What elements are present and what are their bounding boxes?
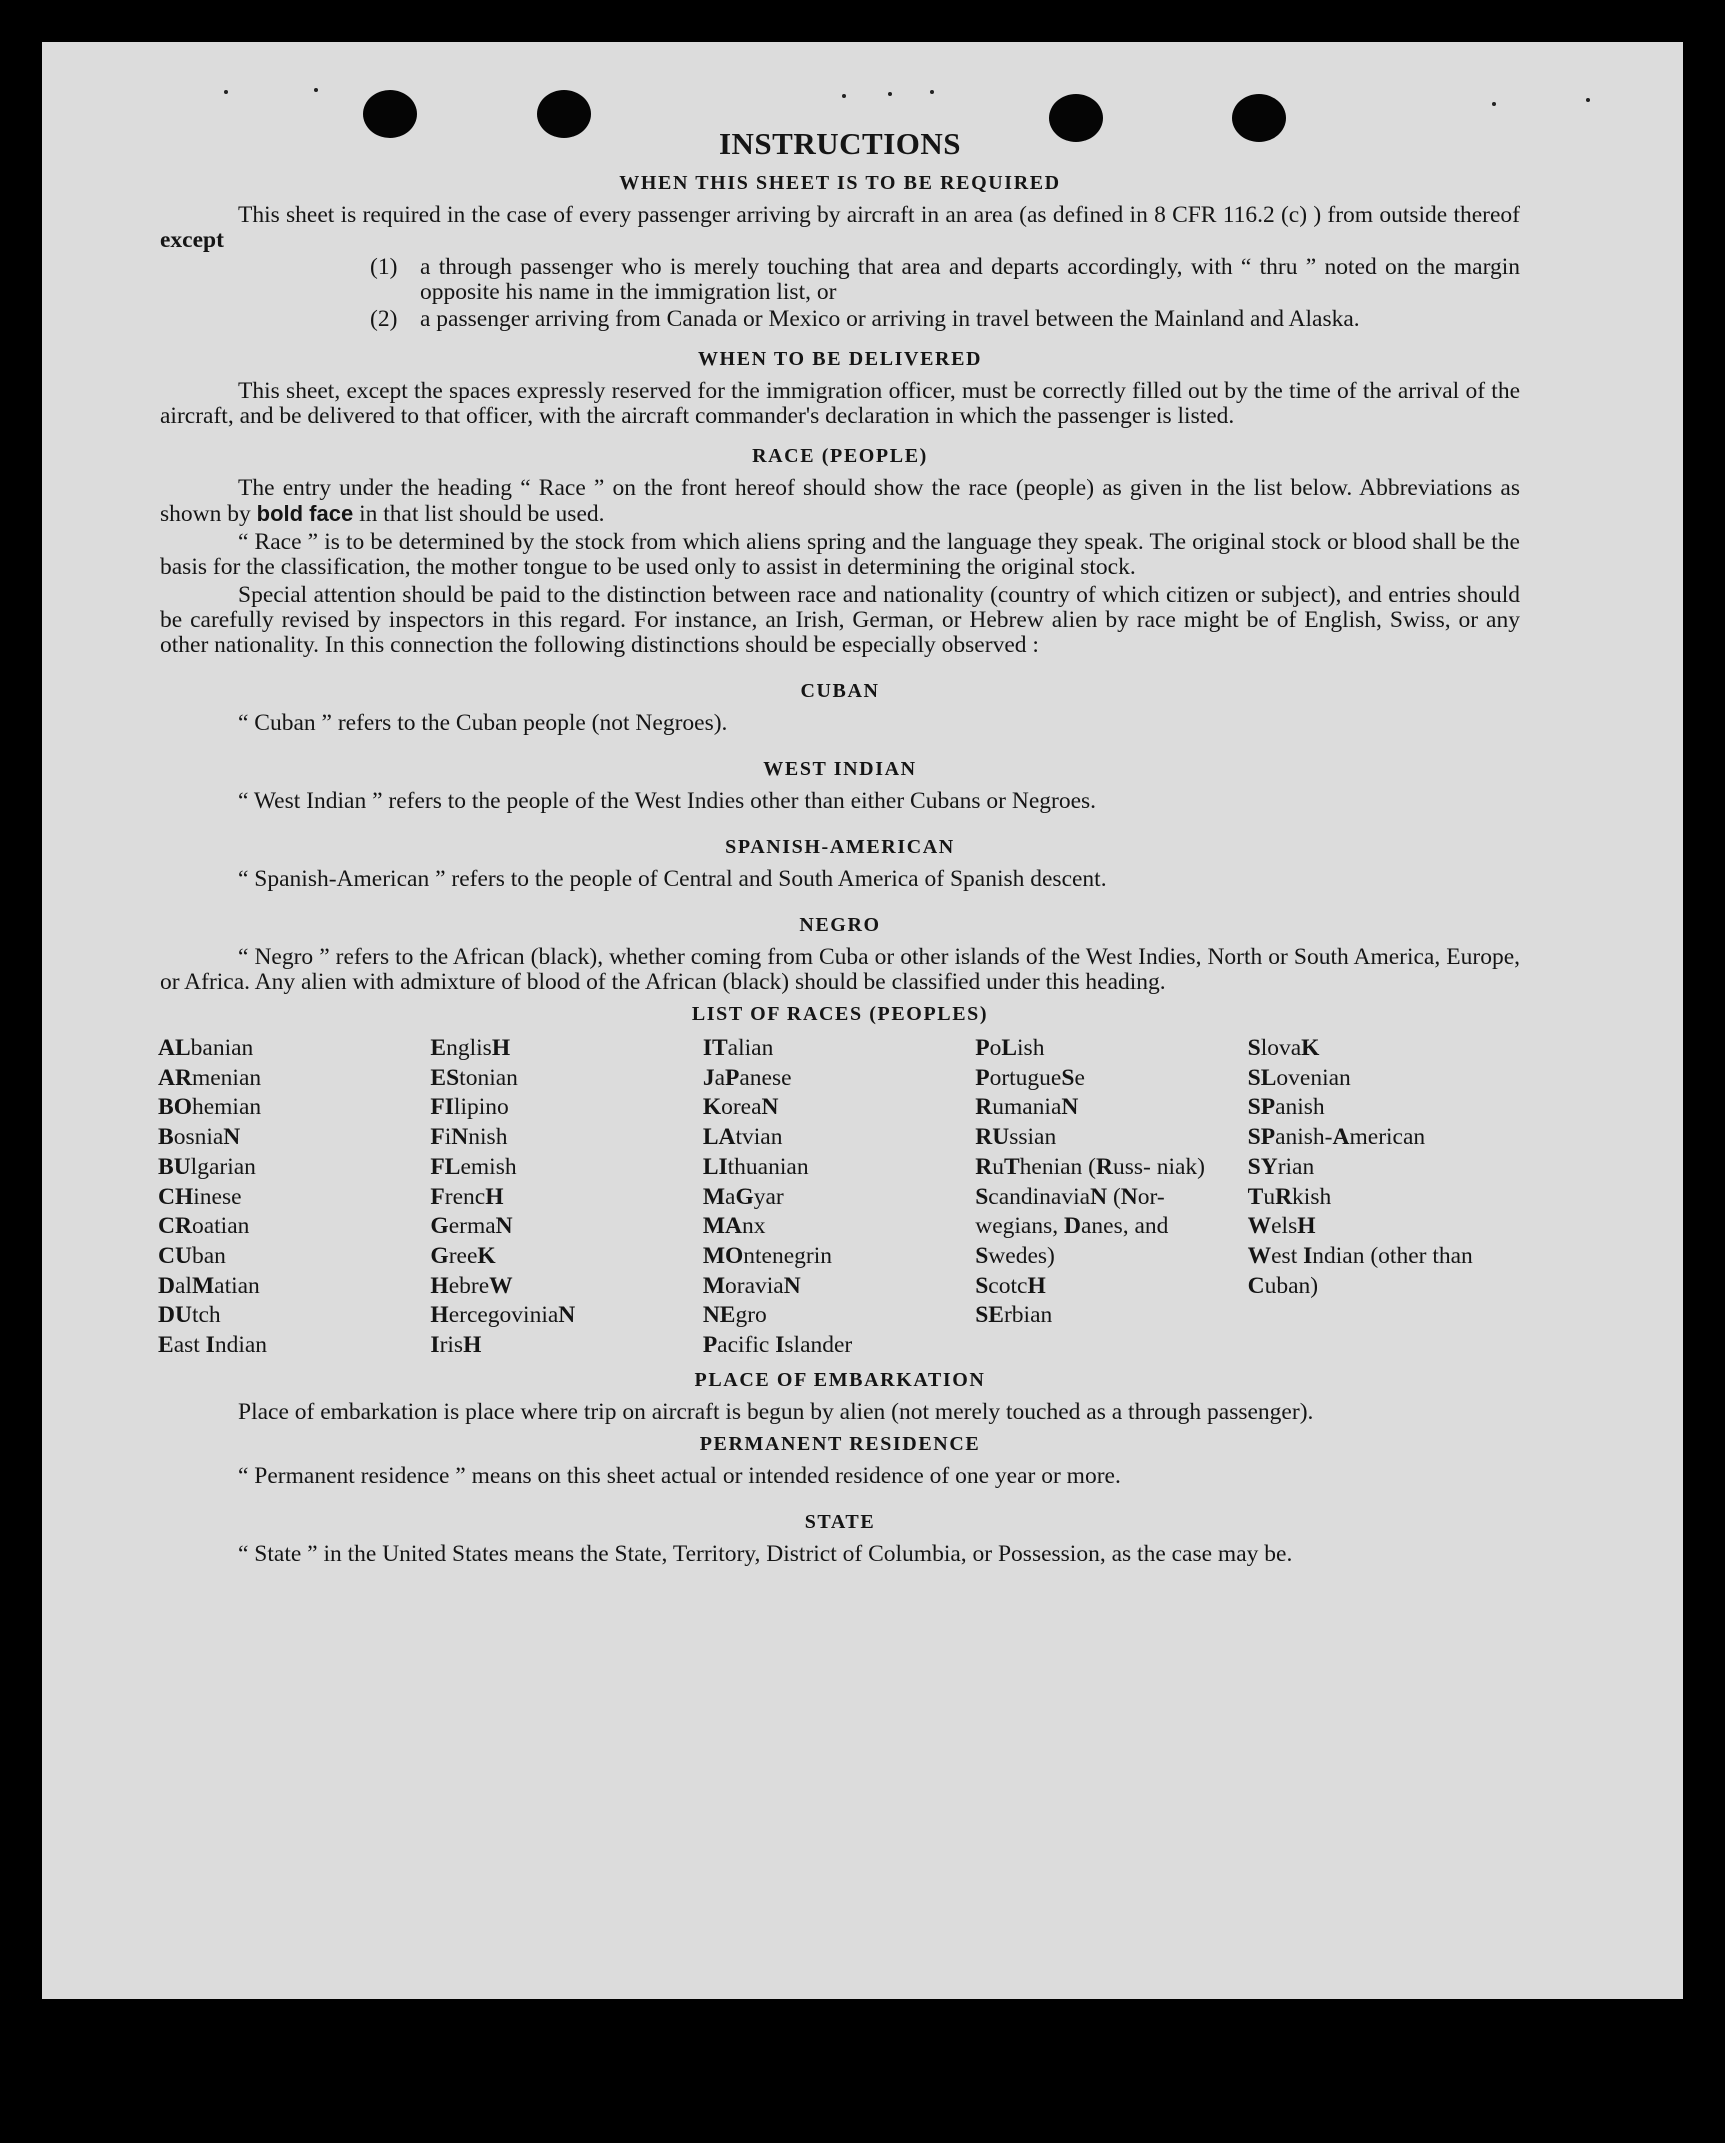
race-entry: FLemish xyxy=(430,1153,517,1180)
heading-race: RACE (PEOPLE) xyxy=(752,445,928,467)
race-column xyxy=(975,1034,1247,1361)
speck xyxy=(888,92,892,96)
race-entry: BosniaN xyxy=(158,1124,241,1151)
race-entry: DUtch xyxy=(158,1302,221,1329)
race-entry: MoraviaN xyxy=(702,1272,801,1299)
state-text: “ State ” in the United States means the State, Territory, District of Columbia, or Possession, as the case may be. xyxy=(238,1540,1293,1567)
exception-item: (2) a passenger arriving from Canada or Mexico or arriving in travel between the Mainland and Alaska. xyxy=(370,306,1360,332)
race-entry: FIlipino xyxy=(430,1094,509,1121)
race-entry: SPanish-American xyxy=(1247,1124,1426,1151)
speck xyxy=(1492,102,1496,106)
race-entry: SErbian xyxy=(975,1302,1053,1329)
heading-cuban: CUBAN xyxy=(800,680,880,702)
race-paragraph-1: The entry under the heading “ Race ” on the front hereof should show the race (people) as given in the list below. Abbreviations as shown by bold face in that list should be used. xyxy=(160,475,1520,527)
spanish-american-text: “ Spanish-American ” refers to the people of Central and South America of Spanish descent. xyxy=(238,866,1107,892)
heading-west-indian: WEST INDIAN xyxy=(763,758,917,780)
race-entry: SLovenian xyxy=(1247,1064,1351,1091)
west-indian-text: “ West Indian ” refers to the people of the West Indies other than either Cubans or Negroes. xyxy=(238,788,1097,814)
race-entry: JaPanese xyxy=(702,1064,792,1091)
race-entry: ARmenian xyxy=(158,1064,262,1091)
when-required-intro: This sheet is required in the case of every passenger arriving by aircraft in an area (as defined in 8 CFR 116.2 (c) ) from outside thereof except xyxy=(160,202,1520,253)
race-entry: EnglisH xyxy=(430,1035,511,1061)
race-entry: PortugueSe xyxy=(975,1064,1085,1091)
heading-state: STATE xyxy=(804,1510,876,1533)
negro-text: “ Negro ” refers to the African (black), whether coming from Cuba or other islands of the West Indies, North or South America, Europe, or Africa. Any alien with admixture of blood of the African (black) should be classified under this heading. xyxy=(160,944,1520,995)
race-entry: East Indian xyxy=(158,1332,268,1359)
race-entry: SYrian xyxy=(1247,1153,1315,1180)
race-entry: BUlgarian xyxy=(158,1153,256,1180)
race-entry: MaGyar xyxy=(702,1183,784,1210)
race-entry: SlovaK xyxy=(1247,1035,1320,1061)
page-title: INSTRUCTIONS xyxy=(718,126,961,161)
race-entry: HercegoviniaN xyxy=(430,1302,576,1329)
race-entry: FrencH xyxy=(430,1183,504,1210)
race-entry: KoreaN xyxy=(702,1094,779,1121)
race-entry: DalMatian xyxy=(158,1272,260,1299)
exception-item: (1) a through passenger who is merely touching that area and departs accordingly, with “ thru ” noted on the margin opposite his name in the immigration list, or xyxy=(370,254,1520,305)
race-list xyxy=(158,1034,1520,1361)
speck xyxy=(842,94,846,98)
heading-embarkation: PLACE OF EMBARKATION xyxy=(694,1368,986,1391)
race-entry: LIthuanian xyxy=(702,1153,809,1180)
race-entry: LAtvian xyxy=(702,1124,783,1151)
race-paragraph-2: “ Race ” is to be determined by the stock from which aliens spring and the language they speak. The original stock or blood shall be the basis for the classification, the mother tongue to be used only to assist in determining the original stock. xyxy=(160,529,1520,580)
instructions-content xyxy=(160,126,1520,1567)
race-entry: ScotcH xyxy=(975,1272,1046,1299)
speck xyxy=(224,90,228,94)
race-entry: MAnx xyxy=(702,1213,766,1240)
race-entry: RUssian xyxy=(975,1124,1057,1151)
race-paragraph-3: Special attention should be paid to the distinction between race and nationality (country of which citizen or subject), and entries should be carefully revised by inspectors in this regard. For instance, an Irish, German, or Hebrew alien by race might be of English, Swiss, or any other nationality. In this connection the following distinctions should be especially observed : xyxy=(160,582,1520,658)
embarkation-text: Place of embarkation is place where trip on aircraft is begun by alien (not merely touched as a through passenger). xyxy=(238,1398,1314,1425)
heading-negro: NEGRO xyxy=(799,914,881,936)
race-entry: IrisH xyxy=(430,1332,482,1359)
race-entry: CHinese xyxy=(158,1183,242,1210)
cuban-text: “ Cuban ” refers to the Cuban people (not Negroes). xyxy=(238,710,728,736)
race-column xyxy=(430,1034,702,1361)
race-entry: CRoatian xyxy=(158,1213,250,1240)
race-entry: Pacific Islander xyxy=(702,1332,853,1359)
speck xyxy=(1586,98,1590,102)
permanent-residence-text: “ Permanent residence ” means on this sheet actual or intended residence of one year or more. xyxy=(238,1462,1121,1489)
race-column xyxy=(158,1034,430,1361)
race-entry: EStonian xyxy=(430,1064,518,1091)
race-entry: SPanish xyxy=(1247,1094,1325,1121)
race-entry: GermaN xyxy=(430,1213,513,1240)
race-entry: ALbanian xyxy=(158,1035,254,1061)
race-entry: RumaniaN xyxy=(975,1094,1079,1121)
race-entry: RuThenian (Russ- niak) xyxy=(975,1153,1205,1180)
heading-when-delivered: WHEN TO BE DELIVERED xyxy=(697,348,983,370)
race-entry: ScandinaviaN (Nor- wegians, Danes, and Swedes) xyxy=(975,1183,1169,1269)
speck xyxy=(314,88,318,92)
race-entry: WelsH xyxy=(1247,1213,1316,1240)
heading-when-required: WHEN THIS SHEET IS TO BE REQUIRED xyxy=(619,172,1061,194)
race-entry: HebreW xyxy=(430,1272,513,1299)
race-entry: PoLish xyxy=(975,1035,1045,1061)
race-entry: FiNnish xyxy=(430,1124,508,1151)
race-entry: TuRkish xyxy=(1247,1183,1332,1210)
heading-spanish-american: SPANISH-AMERICAN xyxy=(725,836,955,858)
race-entry: West Indian (other than Cuban) xyxy=(1247,1242,1473,1299)
race-entry: ITalian xyxy=(702,1035,774,1061)
race-column xyxy=(703,1034,975,1361)
speck xyxy=(930,90,934,94)
race-entry: NEgro xyxy=(702,1302,767,1329)
heading-list-of-races: LIST OF RACES (PEOPLES) xyxy=(691,1003,989,1025)
when-delivered-text: This sheet, except the spaces expressly reserved for the immigration officer, must be correctly filled out by the time of the arrival of the aircraft, and be delivered to that officer, with the aircraft commander's declaration in which the passenger is listed. xyxy=(160,378,1520,429)
race-entry: MOntenegrin xyxy=(702,1242,833,1269)
heading-permanent-residence: PERMANENT RESIDENCE xyxy=(699,1432,981,1455)
race-entry: CUban xyxy=(158,1242,226,1269)
race-entry: BOhemian xyxy=(158,1094,262,1121)
race-column xyxy=(1248,1034,1520,1361)
race-entry: GreeK xyxy=(430,1242,496,1269)
